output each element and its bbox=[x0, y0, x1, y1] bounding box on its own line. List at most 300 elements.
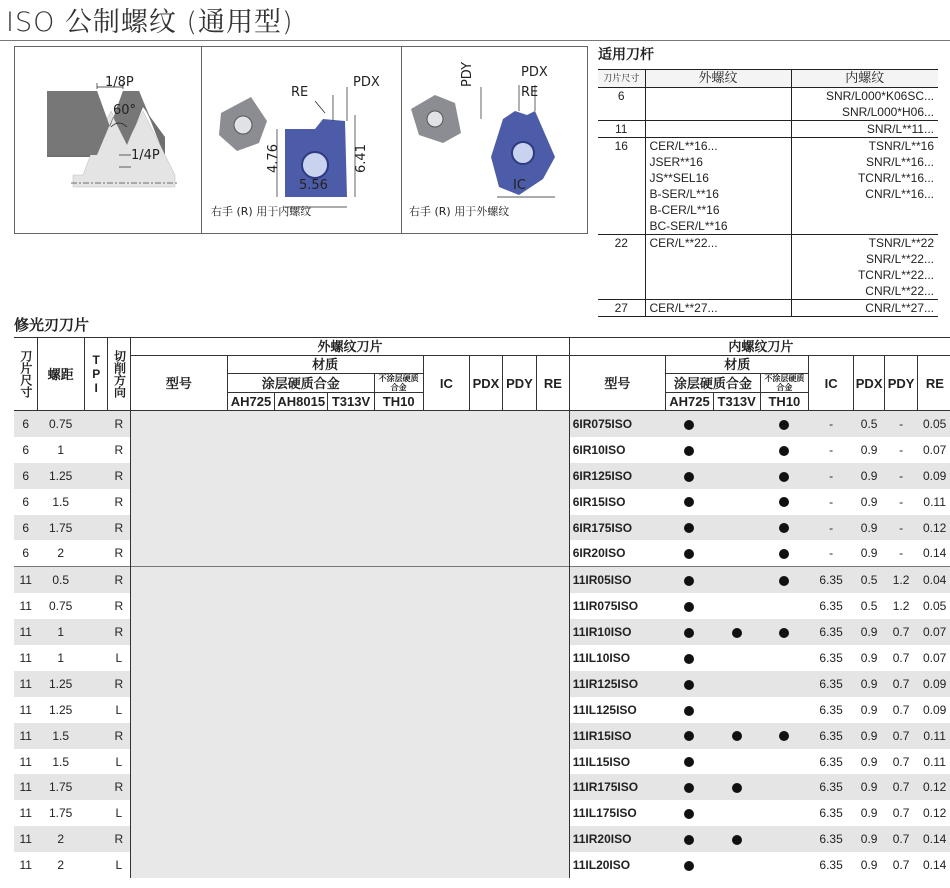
cell-ext-empty bbox=[374, 723, 423, 749]
cell-size: 11 bbox=[19, 650, 32, 665]
cell-grade-0 bbox=[666, 826, 714, 852]
cell-ext-empty bbox=[328, 800, 375, 826]
cell-ext-empty bbox=[227, 645, 275, 671]
cell-ext-empty bbox=[423, 826, 470, 852]
cell-grade-0 bbox=[666, 593, 714, 619]
cell-ext-empty bbox=[374, 749, 423, 775]
thread-diagram-panel bbox=[14, 46, 588, 234]
cell-ext-empty bbox=[502, 800, 537, 826]
cell-ext-empty bbox=[328, 489, 375, 515]
available-dot-icon bbox=[684, 497, 694, 507]
holder-row bbox=[598, 300, 938, 317]
cell-tpi bbox=[84, 723, 107, 749]
cell-ext-empty bbox=[502, 489, 537, 515]
cell-grade-0 bbox=[666, 540, 714, 566]
cell-ext-empty bbox=[374, 540, 423, 566]
cell-re: 0.12 bbox=[917, 774, 950, 800]
available-dot-icon bbox=[684, 628, 694, 638]
holder-int: CNR/L**16... bbox=[791, 186, 938, 202]
cell-pdx: 0.5 bbox=[853, 567, 884, 593]
hdr-int-group: 内螺纹刀片 bbox=[569, 338, 950, 356]
cell-ic: - bbox=[829, 546, 834, 561]
hdr-ext-group: 外螺纹刀片 bbox=[131, 338, 570, 356]
cell-ext-empty bbox=[423, 697, 470, 723]
cell-ext-model bbox=[131, 411, 227, 437]
available-dot-icon bbox=[684, 706, 694, 716]
table-row bbox=[14, 826, 950, 852]
cell-ext-empty bbox=[328, 697, 375, 723]
cell-pdx: 0.5 bbox=[853, 411, 884, 437]
cell-ic: 6.35 bbox=[819, 702, 843, 717]
cell-tpi bbox=[84, 774, 107, 800]
holder-int: SNR/L**22... bbox=[791, 251, 938, 267]
holder-int: TSNR/L**16 bbox=[791, 138, 938, 155]
cell-direction: L bbox=[115, 858, 123, 873]
available-dot-icon bbox=[779, 576, 789, 586]
available-dot-icon bbox=[779, 731, 789, 741]
cell-ext-empty bbox=[374, 697, 423, 723]
cell-int-model: 11IR20ISO bbox=[569, 826, 665, 852]
cell-size: 11 bbox=[14, 774, 37, 800]
cell-grade-1 bbox=[713, 723, 760, 749]
cell-ic: - bbox=[829, 494, 834, 509]
holder-size bbox=[598, 170, 645, 186]
holder-row bbox=[598, 186, 938, 202]
cell-grade-1 bbox=[713, 489, 760, 515]
cell-pdy: 0.7 bbox=[892, 858, 910, 873]
cell-ext-empty bbox=[275, 800, 328, 826]
table-row bbox=[14, 723, 950, 749]
cell-tpi bbox=[84, 645, 107, 671]
cell-grade-0 bbox=[666, 619, 714, 645]
cell-ext-model bbox=[131, 540, 227, 566]
cell-grade-0 bbox=[666, 515, 714, 541]
cell-ext-empty bbox=[328, 645, 375, 671]
cell-ext-empty bbox=[275, 463, 328, 489]
cell-pitch: 1 bbox=[37, 619, 84, 645]
holders-header-ext: 外螺纹 bbox=[645, 70, 791, 88]
cell-tpi bbox=[84, 437, 107, 463]
cell-size: 11 bbox=[19, 754, 32, 769]
cell-pdy: 0.7 bbox=[885, 723, 917, 749]
cell-ext-model bbox=[131, 593, 227, 619]
cell-pitch: 0.5 bbox=[37, 567, 84, 593]
cell-size: 11 bbox=[19, 858, 32, 873]
cell-ext-empty bbox=[502, 567, 537, 593]
cell-ext-empty bbox=[470, 567, 502, 593]
cell-ext-empty bbox=[502, 697, 537, 723]
cell-pitch: 2 bbox=[37, 826, 84, 852]
cell-ext-model bbox=[131, 671, 227, 697]
cell-re: 0.05 bbox=[917, 411, 950, 437]
cell-pdx: 0.9 bbox=[853, 774, 884, 800]
available-dot-icon bbox=[684, 576, 694, 586]
cell-direction: R bbox=[107, 411, 130, 437]
cell-ic: 6.35 bbox=[809, 826, 854, 852]
hdr-ext-grade: AH725 bbox=[227, 393, 275, 411]
cell-ext-empty bbox=[423, 749, 470, 775]
holder-int: SNR/L**11... bbox=[791, 121, 938, 138]
hdr-int-grade: TH10 bbox=[760, 393, 809, 411]
cell-ext-empty bbox=[537, 437, 570, 463]
cell-ext-empty bbox=[227, 489, 275, 515]
available-dot-icon bbox=[684, 680, 694, 690]
cell-ext-empty bbox=[537, 567, 570, 593]
hdr-pitch: 螺距 bbox=[37, 338, 84, 411]
cell-ext-empty bbox=[502, 463, 537, 489]
cell-re: 0.12 bbox=[917, 515, 950, 541]
cell-direction: R bbox=[107, 826, 130, 852]
holder-row bbox=[598, 154, 938, 170]
available-dot-icon bbox=[732, 783, 742, 793]
holder-ext: B-SER/L**16 bbox=[645, 186, 791, 202]
cell-grade-0 bbox=[666, 645, 714, 671]
cell-ext-empty bbox=[328, 463, 375, 489]
cell-ext-empty bbox=[537, 463, 570, 489]
cell-ext-empty bbox=[470, 852, 502, 878]
cell-tpi bbox=[84, 826, 107, 852]
cell-size: 6 bbox=[14, 411, 37, 437]
cell-int-model: 6IR175ISO bbox=[569, 515, 665, 541]
holder-size bbox=[598, 283, 645, 300]
cell-ext-empty bbox=[227, 723, 275, 749]
table-row bbox=[14, 593, 950, 619]
cell-tpi bbox=[84, 489, 107, 515]
cell-tpi bbox=[84, 567, 107, 593]
cell-pdx: 0.9 bbox=[860, 754, 878, 769]
hdr-ext-grade: AH8015 bbox=[275, 393, 328, 411]
hdr-ext-coated: 涂层硬质合金 bbox=[227, 374, 374, 393]
cell-ext-empty bbox=[537, 645, 570, 671]
hdr-int-coated: 涂层硬质合金 bbox=[666, 374, 760, 393]
cell-pitch: 1.75 bbox=[37, 774, 84, 800]
cell-ext-empty bbox=[275, 645, 328, 671]
cell-grade-2 bbox=[760, 697, 809, 723]
cell-pdx: 0.9 bbox=[853, 826, 884, 852]
cell-ext-empty bbox=[374, 463, 423, 489]
cell-pdy: 0.7 bbox=[885, 774, 917, 800]
cell-size: 6 bbox=[22, 442, 30, 457]
title-rule bbox=[0, 40, 950, 41]
holder-size: 11 bbox=[598, 121, 645, 138]
cell-ic: 6.35 bbox=[809, 567, 854, 593]
cell-direction: R bbox=[107, 619, 130, 645]
cell-re: 0.11 bbox=[923, 494, 946, 509]
cell-size: 11 bbox=[19, 806, 32, 821]
cell-size: 11 bbox=[14, 567, 37, 593]
cell-ext-empty bbox=[227, 852, 275, 878]
cell-ext-empty bbox=[374, 593, 423, 619]
cell-pdy: - bbox=[885, 463, 917, 489]
cell-ext-empty bbox=[537, 489, 570, 515]
cell-size: 11 bbox=[19, 599, 32, 614]
cell-pdx: 0.9 bbox=[860, 650, 878, 665]
cell-ext-empty bbox=[328, 411, 375, 437]
cell-ext-empty bbox=[537, 723, 570, 749]
holder-int bbox=[791, 202, 938, 218]
cell-int-model: 11IL125ISO bbox=[569, 697, 665, 723]
cell-ext-empty bbox=[275, 697, 328, 723]
cell-ext-empty bbox=[374, 826, 423, 852]
holder-ext: BC-SER/L**16 bbox=[645, 218, 791, 235]
cell-ext-empty bbox=[423, 567, 470, 593]
cell-tpi bbox=[84, 515, 107, 541]
holder-ext bbox=[645, 251, 791, 267]
label-1-8p: 1/8P bbox=[105, 75, 134, 90]
cell-ext-empty bbox=[423, 437, 470, 463]
cell-grade-0 bbox=[666, 411, 714, 437]
hdr-direction: 切削方向 bbox=[107, 338, 130, 411]
cell-grade-1 bbox=[713, 671, 760, 697]
cell-tpi bbox=[84, 619, 107, 645]
cell-int-model: 11IR10ISO bbox=[569, 619, 665, 645]
cell-ic: 6.35 bbox=[809, 723, 854, 749]
cell-ext-empty bbox=[227, 774, 275, 800]
cell-ext-model bbox=[131, 515, 227, 541]
cell-ext-empty bbox=[275, 671, 328, 697]
holder-int: SNR/L**16... bbox=[791, 154, 938, 170]
label-re-internal: RE bbox=[291, 85, 309, 100]
hdr-ext-re: RE bbox=[537, 356, 570, 411]
cell-ext-empty bbox=[227, 463, 275, 489]
cell-ext-empty bbox=[328, 515, 375, 541]
cell-grade-2 bbox=[760, 567, 809, 593]
cell-ext-empty bbox=[275, 567, 328, 593]
label-re-external: RE bbox=[521, 85, 539, 100]
cell-pitch: 1.25 bbox=[37, 463, 84, 489]
cell-grade-1 bbox=[713, 852, 760, 878]
holder-row bbox=[598, 267, 938, 283]
caption-external: 右手 (R) 用于外螺纹 bbox=[409, 205, 510, 218]
cell-ic: 6.35 bbox=[809, 774, 854, 800]
cell-ext-empty bbox=[328, 540, 375, 566]
holder-ext bbox=[645, 283, 791, 300]
cell-pdy: 0.7 bbox=[892, 702, 910, 717]
cell-ext-empty bbox=[227, 540, 275, 566]
cell-re: 0.09 bbox=[922, 702, 947, 717]
cell-ext-empty bbox=[502, 593, 537, 619]
table-row bbox=[14, 540, 950, 566]
table-row bbox=[14, 411, 950, 437]
cell-size: 6 bbox=[22, 546, 30, 561]
hdr-ext-grade: TH10 bbox=[374, 393, 423, 411]
cell-grade-1 bbox=[713, 826, 760, 852]
available-dot-icon bbox=[732, 628, 742, 638]
cell-pdy: 0.7 bbox=[892, 650, 910, 665]
inserts-table bbox=[14, 337, 950, 878]
cell-ext-empty bbox=[423, 619, 470, 645]
cell-ic: 6.35 bbox=[819, 650, 843, 665]
cell-ext-empty bbox=[423, 515, 470, 541]
cell-grade-0 bbox=[666, 723, 714, 749]
table-row bbox=[14, 697, 950, 723]
cell-re: 0.07 bbox=[917, 619, 950, 645]
cell-ext-empty bbox=[275, 540, 328, 566]
cell-ic: 6.35 bbox=[819, 858, 843, 873]
cell-ext-empty bbox=[502, 723, 537, 749]
cell-grade-1 bbox=[713, 411, 760, 437]
hdr-ext-ic: IC bbox=[423, 356, 470, 411]
table-row bbox=[14, 852, 950, 878]
cell-ext-empty bbox=[275, 619, 328, 645]
cell-ext-empty bbox=[275, 515, 328, 541]
cell-tpi bbox=[84, 671, 107, 697]
holders-header-int: 内螺纹 bbox=[791, 70, 938, 88]
cell-ext-model bbox=[131, 800, 227, 826]
cell-ext-empty bbox=[537, 619, 570, 645]
table-row bbox=[14, 463, 950, 489]
cell-ext-empty bbox=[470, 723, 502, 749]
cell-ext-empty bbox=[502, 852, 537, 878]
table-row bbox=[14, 567, 950, 593]
cell-ext-empty bbox=[328, 723, 375, 749]
cell-grade-0 bbox=[666, 437, 714, 463]
cell-size: 11 bbox=[14, 619, 37, 645]
cell-direction: L bbox=[115, 650, 123, 665]
cell-size: 11 bbox=[14, 826, 37, 852]
cell-pitch: 2 bbox=[57, 546, 65, 561]
available-dot-icon bbox=[684, 446, 694, 456]
available-dot-icon bbox=[779, 523, 789, 533]
cell-pdx: 0.9 bbox=[860, 858, 878, 873]
cell-grade-1 bbox=[713, 437, 760, 463]
cell-ic: - bbox=[809, 463, 854, 489]
cell-ic: 6.35 bbox=[809, 619, 854, 645]
cell-ext-empty bbox=[275, 723, 328, 749]
cell-ext-empty bbox=[470, 800, 502, 826]
holder-int: CNR/L**27... bbox=[791, 300, 938, 317]
hdr-int-pdx: PDX bbox=[853, 356, 884, 411]
cell-pitch: 1 bbox=[57, 650, 65, 665]
cell-ic: 6.35 bbox=[819, 806, 843, 821]
holder-ext: CER/L**16... bbox=[645, 138, 791, 155]
cell-grade-2 bbox=[760, 489, 809, 515]
holder-row bbox=[598, 104, 938, 121]
holder-int bbox=[791, 218, 938, 235]
available-dot-icon bbox=[684, 523, 694, 533]
cell-ext-model bbox=[131, 437, 227, 463]
cell-re: 0.07 bbox=[922, 650, 947, 665]
label-pdy: PDY bbox=[460, 61, 476, 88]
cell-ext-model bbox=[131, 567, 227, 593]
external-insert-figure bbox=[411, 85, 555, 197]
cell-ext-empty bbox=[470, 671, 502, 697]
holder-size bbox=[598, 154, 645, 170]
cell-ext-empty bbox=[502, 515, 537, 541]
cell-ext-empty bbox=[423, 774, 470, 800]
hdr-int-material: 材质 bbox=[666, 356, 809, 374]
cell-grade-1 bbox=[713, 749, 760, 775]
holder-size: 27 bbox=[598, 300, 645, 317]
available-dot-icon bbox=[684, 809, 694, 819]
cell-ext-empty bbox=[470, 593, 502, 619]
cell-ext-empty bbox=[275, 489, 328, 515]
cell-direction: R bbox=[107, 774, 130, 800]
cell-pdy: - bbox=[899, 546, 904, 561]
cell-ext-empty bbox=[328, 852, 375, 878]
available-dot-icon bbox=[779, 446, 789, 456]
cell-direction: R bbox=[107, 463, 130, 489]
cell-pdy: 0.7 bbox=[892, 806, 910, 821]
cell-re: 0.09 bbox=[917, 671, 950, 697]
cell-size: 6 bbox=[22, 494, 30, 509]
cell-ext-empty bbox=[423, 489, 470, 515]
cell-ext-empty bbox=[537, 540, 570, 566]
cell-ext-empty bbox=[227, 671, 275, 697]
cell-re: 0.12 bbox=[922, 806, 947, 821]
cell-ext-empty bbox=[227, 411, 275, 437]
cell-pitch: 1.5 bbox=[52, 494, 70, 509]
cell-ext-empty bbox=[374, 645, 423, 671]
cell-pdy: - bbox=[885, 411, 917, 437]
cell-grade-0 bbox=[666, 774, 714, 800]
cell-ext-empty bbox=[470, 645, 502, 671]
hdr-ext-material: 材质 bbox=[227, 356, 423, 374]
cell-direction: L bbox=[115, 806, 123, 821]
cell-ext-empty bbox=[227, 515, 275, 541]
cell-ext-model bbox=[131, 852, 227, 878]
cell-pdy: 0.7 bbox=[885, 671, 917, 697]
cell-ext-empty bbox=[502, 749, 537, 775]
holder-size bbox=[598, 104, 645, 121]
cell-size: 11 bbox=[14, 723, 37, 749]
label-556: 5.56 bbox=[299, 178, 328, 193]
cell-int-model: 6IR10ISO bbox=[569, 437, 665, 463]
cell-ext-empty bbox=[328, 671, 375, 697]
cell-pdy: 0.7 bbox=[885, 619, 917, 645]
cell-ic: - bbox=[829, 442, 834, 457]
cell-grade-1 bbox=[713, 774, 760, 800]
cell-ext-empty bbox=[502, 540, 537, 566]
hdr-size: 刀片尺寸 bbox=[14, 338, 37, 411]
cell-ext-empty bbox=[374, 671, 423, 697]
holder-row bbox=[598, 202, 938, 218]
holder-int: TCNR/L**22... bbox=[791, 267, 938, 283]
cell-re: 0.11 bbox=[917, 723, 950, 749]
holder-ext: CER/L**27... bbox=[645, 300, 791, 317]
label-pdx-internal: PDX bbox=[353, 75, 380, 90]
holder-size: 6 bbox=[598, 88, 645, 105]
cell-ext-empty bbox=[470, 619, 502, 645]
internal-insert-figure bbox=[219, 87, 355, 207]
cell-grade-1 bbox=[713, 540, 760, 566]
holder-row bbox=[598, 283, 938, 300]
cell-size: 11 bbox=[19, 702, 32, 717]
table-row bbox=[14, 671, 950, 697]
cell-ext-empty bbox=[275, 593, 328, 619]
cell-grade-1 bbox=[713, 593, 760, 619]
table-row bbox=[14, 437, 950, 463]
cell-size: 6 bbox=[14, 463, 37, 489]
cell-grade-2 bbox=[760, 749, 809, 775]
cell-pdx: 0.9 bbox=[860, 546, 878, 561]
hdr-int-model: 型号 bbox=[569, 356, 665, 411]
holder-row bbox=[598, 138, 938, 155]
cell-ext-empty bbox=[537, 411, 570, 437]
holder-int: CNR/L**22... bbox=[791, 283, 938, 300]
available-dot-icon bbox=[684, 472, 694, 482]
available-dot-icon bbox=[779, 420, 789, 430]
available-dot-icon bbox=[684, 783, 694, 793]
table-row bbox=[14, 489, 950, 515]
holder-size bbox=[598, 218, 645, 235]
cell-grade-1 bbox=[713, 800, 760, 826]
cell-tpi bbox=[84, 593, 107, 619]
cell-grade-2 bbox=[760, 723, 809, 749]
cell-ext-empty bbox=[470, 774, 502, 800]
hdr-int-uncoated: 不涂层硬质合金 bbox=[760, 374, 809, 393]
table-row bbox=[14, 800, 950, 826]
